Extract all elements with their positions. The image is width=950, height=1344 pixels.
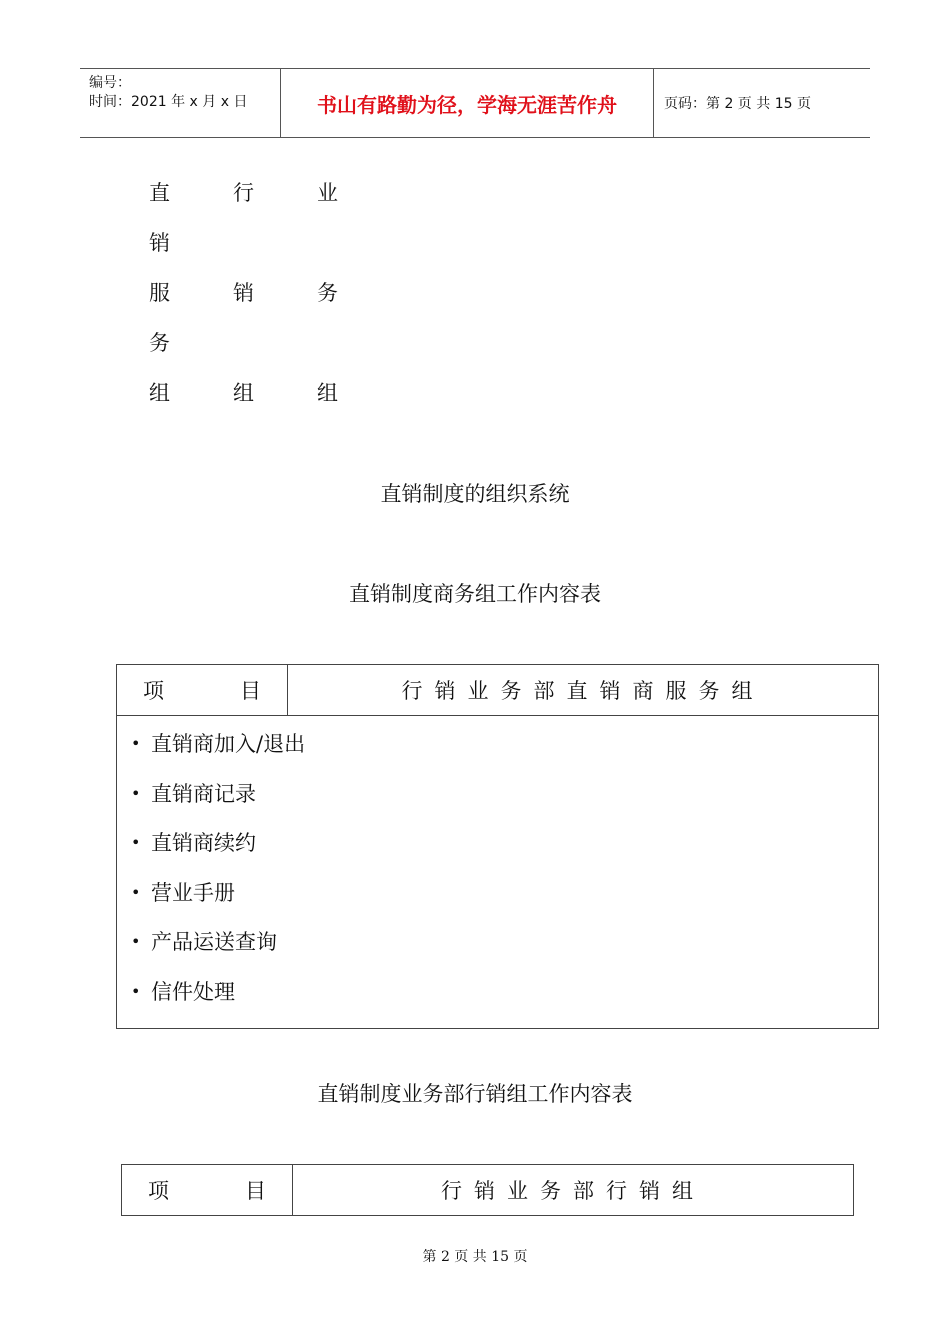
list-item-text: 产品运送查询	[151, 930, 277, 955]
org-system-caption: 直销制度的组织系统	[380, 482, 570, 506]
org-char: 服	[149, 281, 170, 305]
org-char: 组	[149, 381, 170, 405]
list-item-text: 直销商续约	[151, 831, 256, 856]
org-char: 组	[233, 381, 254, 405]
work-items-cell	[117, 716, 879, 1029]
org-char: 行	[233, 181, 254, 205]
org-char: 业	[317, 181, 338, 205]
org-char: 务	[149, 331, 170, 355]
list-item-text: 直销商记录	[151, 781, 256, 806]
business-group-work-table	[116, 664, 879, 1029]
header-meta-cell	[80, 69, 281, 137]
item-header-cell	[122, 1165, 293, 1216]
list-item-text: 营业手册	[151, 880, 235, 905]
table2-title: 直销制度业务部行销组工作内容表	[317, 1082, 633, 1106]
bullet-icon: •	[131, 783, 141, 803]
table-body-row	[117, 716, 879, 1029]
org-char: 销	[233, 281, 254, 305]
list-item	[131, 924, 878, 974]
bullet-icon: •	[131, 981, 141, 1001]
org-column-direct-sales-service	[149, 176, 173, 426]
item-header-char: 项	[143, 679, 164, 703]
item-header-char: 目	[240, 679, 261, 703]
bullet-icon: •	[131, 734, 141, 753]
document-number-label: 编号：	[89, 75, 131, 91]
header-page-number: 页码：第 2 页 共 15 页	[664, 96, 811, 112]
list-item	[131, 776, 878, 826]
bullet-icon: •	[131, 833, 141, 853]
org-char	[233, 326, 257, 376]
document-date-label: 时间：2021 年 x 月 x 日	[89, 94, 248, 110]
group-header-cell: 行销业务部直销商服务组	[288, 665, 879, 716]
org-char: 组	[317, 381, 338, 405]
org-char: 务	[317, 281, 338, 305]
list-item-text: 信件处理	[151, 979, 235, 1004]
bullet-icon: •	[131, 932, 141, 952]
item-header-char: 目	[245, 1179, 266, 1203]
list-item	[131, 825, 878, 875]
org-char	[233, 226, 257, 276]
org-column-business	[317, 176, 341, 426]
org-column-marketing	[233, 176, 257, 426]
page-footer: 第 2 页 共 15 页	[422, 1249, 528, 1265]
list-item	[131, 974, 878, 1024]
table-header-row	[122, 1165, 854, 1216]
marketing-group-work-table	[121, 1164, 854, 1216]
table1-title: 直销制度商务组工作内容表	[349, 582, 601, 606]
org-char	[317, 226, 341, 276]
org-char: 直	[149, 181, 170, 205]
header-motto: 书山有路勤为径，学海无涯苦作舟	[281, 69, 654, 137]
org-char	[317, 326, 341, 376]
page-header	[80, 68, 870, 138]
group-header-cell: 行销业务部行销组	[293, 1165, 854, 1216]
list-item-text: 直销商加入/退出	[151, 732, 306, 756]
bullet-icon: •	[131, 882, 141, 902]
list-item	[131, 726, 878, 776]
list-item	[131, 875, 878, 925]
org-char: 销	[149, 231, 170, 255]
item-header-cell	[117, 665, 288, 716]
table-header-row	[117, 665, 879, 716]
item-header-char: 项	[148, 1179, 169, 1203]
